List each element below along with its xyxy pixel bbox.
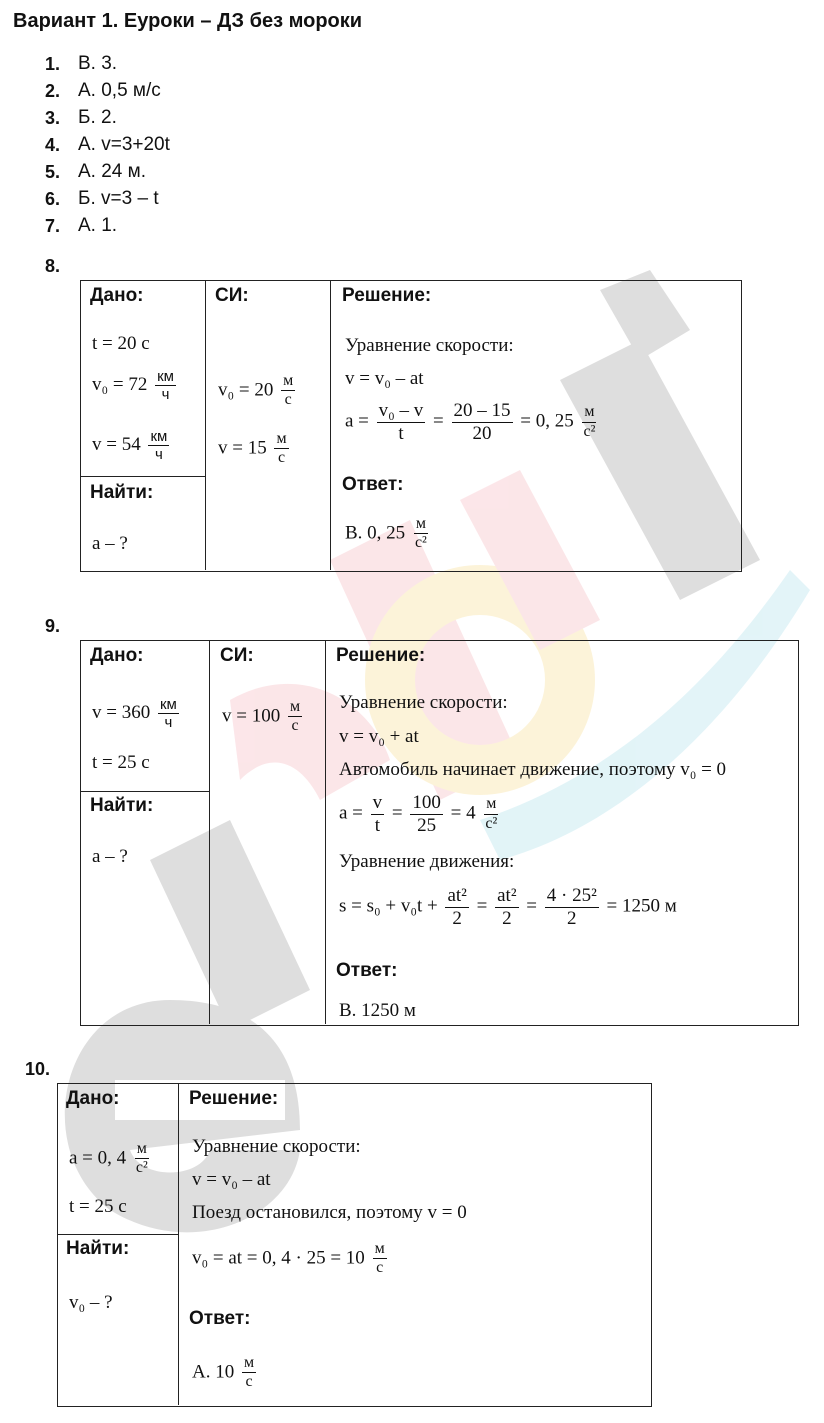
solution-header: Решение: xyxy=(342,285,432,306)
divider xyxy=(57,1234,178,1235)
list-item: Б. v=3 – t xyxy=(78,188,159,209)
note: Поезд остановился, поэтому v = 0 xyxy=(192,1202,467,1223)
answer-value: В. 1250 м xyxy=(339,1000,416,1021)
answer-header: Ответ: xyxy=(336,960,398,981)
speed-eq-label: Уравнение скорости: xyxy=(345,335,514,356)
list-item: В. 3. xyxy=(78,53,118,74)
divider xyxy=(80,791,209,792)
problem-10-number: 10. xyxy=(25,1059,51,1079)
note: Автомобиль начинает движение, поэтому v₀ = 0 xyxy=(339,759,727,780)
si-v: v = 100 $\frac{м}{с}$ xyxy=(222,698,301,735)
given-v0: v₀ = 72 $\frac{км}{ч}$ xyxy=(92,368,174,404)
list-item-number: 1. xyxy=(45,54,61,74)
si-v: v = 15 $\frac{м}{с}$ xyxy=(218,430,287,467)
given-v: v = 360 $\frac{км}{ч}$ xyxy=(92,696,177,732)
find-value: v₀ – ? xyxy=(69,1292,113,1313)
divider xyxy=(330,280,331,570)
speed-eq: v = v₀ – at xyxy=(345,368,424,389)
divider xyxy=(209,640,210,1024)
answer-value: В. 0, 25 $\frac{м}{\text{с²}}$ xyxy=(345,515,427,552)
divider xyxy=(325,640,326,1024)
list-item: А. 1. xyxy=(78,215,118,236)
given-v: v = 54 $\frac{км}{ч}$ xyxy=(92,428,168,464)
given-header: Дано: xyxy=(90,285,144,306)
problem-8-number: 8. xyxy=(45,256,61,276)
list-item-number: 7. xyxy=(45,216,61,236)
motion-eq-label: Уравнение движения: xyxy=(339,851,515,872)
find-header: Найти: xyxy=(90,795,154,816)
speed-eq-label: Уравнение скорости: xyxy=(192,1136,361,1157)
list-item-number: 4. xyxy=(45,135,61,155)
list-item: Б. 2. xyxy=(78,107,117,128)
answer-value: А. 10 $\frac{м}{с}$ xyxy=(192,1354,255,1391)
accel-calc: a = $\frac{\text{v₀ – v}}{t}$ = $\frac{20 - 15}{20}$ = 0, 25 $\frac{м}{\text{с²}}$ xyxy=(345,400,596,444)
speed-calc: v₀ = at = 0, 4 · 25 = 10 $\frac{м}{с}$ xyxy=(192,1240,385,1277)
find-value: a – ? xyxy=(92,533,128,554)
answer-header: Ответ: xyxy=(189,1308,251,1329)
list-item: А. 24 м. xyxy=(78,161,146,182)
page-title: Вариант 1. Еуроки – ДЗ без мороки xyxy=(13,10,363,32)
given-t: t = 25 с xyxy=(92,752,150,773)
find-header: Найти: xyxy=(66,1238,130,1259)
find-header: Найти: xyxy=(90,482,154,503)
accel-calc: a = $\frac{v}{t}$ = $\frac{100}{25}$ = 4 $\frac{м}{\text{с²}}$ xyxy=(339,792,498,836)
si-v0: v₀ = 20 $\frac{м}{с}$ xyxy=(218,372,294,409)
divider xyxy=(80,476,205,477)
find-value: a – ? xyxy=(92,846,128,867)
distance-calc: s = s₀ + v₀t + $\frac{\text{at²}}{2}$ = $\frac{\text{at²}}{2}$ = $\frac{\text{4 · 25²}}{2}$ = 1250 м xyxy=(339,885,677,929)
list-item: А. v=3+20t xyxy=(78,134,170,155)
speed-eq-label: Уравнение скорости: xyxy=(339,692,508,713)
given-t: t = 25 с xyxy=(69,1196,127,1217)
given-t: t = 20 с xyxy=(92,333,150,354)
list-item-number: 3. xyxy=(45,108,61,128)
list-item: А. 0,5 м/с xyxy=(78,80,161,101)
list-item-number: 6. xyxy=(45,189,61,209)
problem-9-number: 9. xyxy=(45,616,61,636)
list-item-number: 5. xyxy=(45,162,61,182)
given-a: a = 0, 4 $\frac{м}{\text{с²}}$ xyxy=(69,1140,148,1177)
given-header: Дано: xyxy=(90,645,144,666)
speed-eq: v = v₀ + at xyxy=(339,726,419,747)
answer-header: Ответ: xyxy=(342,474,404,495)
list-item-number: 2. xyxy=(45,81,61,101)
si-header: СИ: xyxy=(215,285,249,306)
divider xyxy=(178,1083,179,1405)
solution-header: Решение: xyxy=(189,1088,279,1109)
divider xyxy=(205,280,206,570)
si-header: СИ: xyxy=(220,645,254,666)
speed-eq: v = v₀ – at xyxy=(192,1169,271,1190)
given-header: Дано: xyxy=(66,1088,120,1109)
solution-header: Решение: xyxy=(336,645,426,666)
